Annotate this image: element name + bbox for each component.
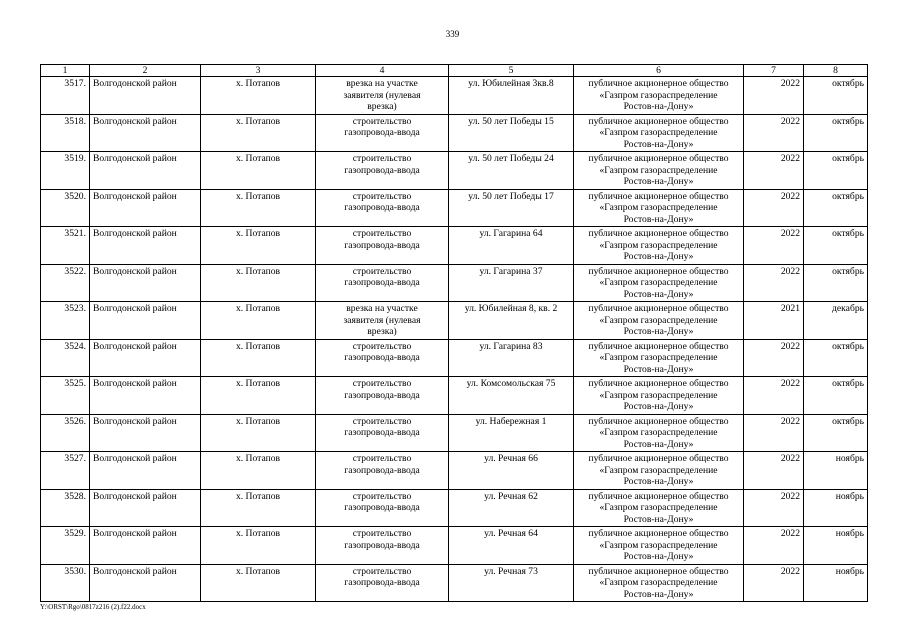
year-cell: 2022 [744, 227, 804, 265]
cell-line: «Газпром газораспределение [599, 577, 718, 588]
column-header: 7 [744, 65, 804, 77]
cell-line: публичное акционерное общество [588, 528, 729, 539]
address-cell: ул. Речная 73 [449, 564, 574, 602]
cell-line: газопровода-ввода [344, 164, 420, 176]
organization-cell [574, 114, 744, 152]
district-cell: Волгодонской район [90, 189, 201, 227]
address-cell: ул. Речная 66 [449, 452, 574, 490]
row-number: 3525. [41, 377, 90, 415]
cell-line: врезка на участке [346, 78, 418, 89]
cell-line: Ростов-на-Дону» [623, 513, 694, 525]
table-row [41, 114, 868, 152]
cell-line: публичное акционерное общество [588, 340, 729, 352]
organization-cell [574, 377, 744, 415]
cell-line: «Газпром газораспределение [599, 389, 718, 401]
cell-line: строительство [352, 153, 412, 164]
cell-line: «Газпром газораспределение [599, 239, 718, 251]
district-cell: Волгодонской район [90, 114, 201, 152]
cell-line: газопровода-ввода [344, 539, 420, 551]
table-row [41, 152, 868, 190]
row-number: 3521. [41, 227, 90, 265]
cell-line: публичное акционерное общество [588, 415, 729, 427]
work-type-cell [316, 489, 449, 527]
organization-cell [574, 564, 744, 602]
work-type-cell [316, 77, 449, 115]
cell-line: газопровода-ввода [344, 502, 420, 513]
village-cell: х. Потапов [201, 377, 316, 415]
cell-line: публичное акционерное общество [588, 78, 729, 89]
district-cell: Волгодонской район [90, 77, 201, 115]
row-number: 3526. [41, 414, 90, 452]
cell-line: газопровода-ввода [344, 202, 420, 213]
row-number: 3529. [41, 527, 90, 565]
cell-line: Ростов-на-Дону» [623, 326, 694, 337]
address-cell: ул. Гагарина 37 [449, 264, 574, 302]
table-row [41, 189, 868, 227]
work-type-cell [316, 152, 449, 190]
month-cell: октябрь [804, 339, 868, 377]
cell-line: строительство [352, 228, 412, 239]
month-cell: октябрь [804, 114, 868, 152]
organization-cell [574, 452, 744, 490]
file-path-footer: Y:\ORST\Rgo\0817z216 (2).f22.docx [40, 603, 146, 611]
table-row [41, 264, 868, 302]
column-header: 8 [804, 65, 868, 77]
cell-line: «Газпром газораспределение [599, 464, 718, 476]
cell-line: Ростов-на-Дону» [623, 101, 694, 112]
table-row [41, 414, 868, 452]
work-type-cell [316, 189, 449, 227]
cell-line: строительство [352, 115, 412, 127]
cell-line: «Газпром газораспределение [599, 89, 718, 101]
cell-line: строительство [352, 565, 412, 577]
organization-cell [574, 264, 744, 302]
address-cell: ул. Речная 62 [449, 489, 574, 527]
village-cell: х. Потапов [201, 564, 316, 602]
address-cell: ул. Комсомольская 75 [449, 377, 574, 415]
address-cell: ул. 50 лет Победы 17 [449, 189, 574, 227]
district-cell: Волгодонской район [90, 339, 201, 377]
row-number: 3527. [41, 452, 90, 490]
cell-line: публичное акционерное общество [588, 565, 729, 577]
district-cell: Волгодонской район [90, 152, 201, 190]
cell-line: строительство [352, 415, 412, 427]
year-cell: 2022 [744, 264, 804, 302]
village-cell: х. Потапов [201, 414, 316, 452]
table-row [41, 77, 868, 115]
registry-table [40, 64, 868, 602]
work-type-cell [316, 452, 449, 490]
row-number: 3524. [41, 339, 90, 377]
month-cell: ноябрь [804, 489, 868, 527]
cell-line: врезка на участке [346, 303, 418, 314]
cell-line: «Газпром газораспределение [599, 164, 718, 176]
cell-line: строительство [352, 340, 412, 352]
cell-line: заявителя (нулевая [343, 314, 421, 326]
year-cell: 2022 [744, 339, 804, 377]
year-cell: 2022 [744, 114, 804, 152]
district-cell: Волгодонской район [90, 302, 201, 340]
cell-line: Ростов-на-Дону» [623, 138, 694, 150]
village-cell: х. Потапов [201, 114, 316, 152]
cell-line: Ростов-на-Дону» [623, 288, 694, 300]
column-header: 2 [90, 65, 201, 77]
organization-cell [574, 414, 744, 452]
cell-line: Ростов-на-Дону» [623, 176, 694, 187]
column-header: 6 [574, 65, 744, 77]
row-number: 3528. [41, 489, 90, 527]
cell-line: «Газпром газораспределение [599, 277, 718, 288]
column-header: 4 [316, 65, 449, 77]
year-cell: 2022 [744, 152, 804, 190]
month-cell: октябрь [804, 227, 868, 265]
cell-line: «Газпром газораспределение [599, 352, 718, 363]
cell-line: газопровода-ввода [344, 277, 420, 288]
cell-line: публичное акционерное общество [588, 228, 729, 239]
cell-line: газопровода-ввода [344, 127, 420, 138]
cell-line: Ростов-на-Дону» [623, 438, 694, 450]
header-row [41, 65, 868, 77]
year-cell: 2022 [744, 489, 804, 527]
address-cell: ул. Юбилейная 8, кв. 2 [449, 302, 574, 340]
table-row [41, 227, 868, 265]
page-number: 339 [445, 29, 460, 39]
district-cell: Волгодонской район [90, 414, 201, 452]
row-number: 3522. [41, 264, 90, 302]
column-header: 3 [201, 65, 316, 77]
cell-line: «Газпром газораспределение [599, 539, 718, 551]
village-cell: х. Потапов [201, 227, 316, 265]
address-cell: ул. Гагарина 64 [449, 227, 574, 265]
cell-line: публичное акционерное общество [588, 115, 729, 127]
organization-cell [574, 152, 744, 190]
district-cell: Волгодонской район [90, 452, 201, 490]
cell-line: «Газпром газораспределение [599, 202, 718, 213]
cell-line: врезка) [367, 326, 397, 337]
district-cell: Волгодонской район [90, 264, 201, 302]
cell-line: «Газпром газораспределение [599, 502, 718, 513]
district-cell: Волгодонской район [90, 377, 201, 415]
row-number: 3520. [41, 189, 90, 227]
cell-line: публичное акционерное общество [588, 490, 729, 502]
month-cell: октябрь [804, 377, 868, 415]
cell-line: газопровода-ввода [344, 577, 420, 588]
cell-line: публичное акционерное общество [588, 378, 729, 389]
table-row [41, 564, 868, 602]
village-cell: х. Потапов [201, 339, 316, 377]
organization-cell [574, 189, 744, 227]
month-cell: октябрь [804, 414, 868, 452]
cell-line: Ростов-на-Дону» [623, 401, 694, 412]
work-type-cell [316, 564, 449, 602]
cell-line: газопровода-ввода [344, 352, 420, 363]
year-cell: 2022 [744, 452, 804, 490]
district-cell: Волгодонской район [90, 527, 201, 565]
table-row [41, 489, 868, 527]
address-cell: ул. Гагарина 83 [449, 339, 574, 377]
month-cell: ноябрь [804, 564, 868, 602]
work-type-cell [316, 302, 449, 340]
cell-line: публичное акционерное общество [588, 153, 729, 164]
village-cell: х. Потапов [201, 527, 316, 565]
month-cell: октябрь [804, 152, 868, 190]
cell-line: публичное акционерное общество [588, 453, 729, 464]
work-type-cell [316, 527, 449, 565]
cell-line: газопровода-ввода [344, 389, 420, 401]
year-cell: 2021 [744, 302, 804, 340]
village-cell: х. Потапов [201, 77, 316, 115]
table-row [41, 527, 868, 565]
cell-line: строительство [352, 190, 412, 202]
work-type-cell [316, 114, 449, 152]
cell-line: Ростов-на-Дону» [623, 588, 694, 600]
cell-line: Ростов-на-Дону» [623, 213, 694, 225]
address-cell: ул. Набережная 1 [449, 414, 574, 452]
year-cell: 2022 [744, 77, 804, 115]
work-type-cell [316, 227, 449, 265]
cell-line: заявителя (нулевая [343, 89, 421, 101]
cell-line: газопровода-ввода [344, 427, 420, 438]
district-cell: Волгодонской район [90, 489, 201, 527]
row-number: 3519. [41, 152, 90, 190]
organization-cell [574, 489, 744, 527]
village-cell: х. Потапов [201, 264, 316, 302]
cell-line: строительство [352, 453, 412, 464]
village-cell: х. Потапов [201, 152, 316, 190]
address-cell: ул. Юбилейная 3кв.8 [449, 77, 574, 115]
organization-cell [574, 302, 744, 340]
cell-line: «Газпром газораспределение [599, 127, 718, 138]
work-type-cell [316, 377, 449, 415]
month-cell: октябрь [804, 77, 868, 115]
row-number: 3518. [41, 114, 90, 152]
table-row [41, 302, 868, 340]
work-type-cell [316, 339, 449, 377]
work-type-cell [316, 414, 449, 452]
cell-line: Ростов-на-Дону» [623, 476, 694, 487]
year-cell: 2022 [744, 527, 804, 565]
month-cell: октябрь [804, 189, 868, 227]
cell-line: газопровода-ввода [344, 239, 420, 251]
organization-cell [574, 527, 744, 565]
table-row [41, 339, 868, 377]
row-number: 3530. [41, 564, 90, 602]
address-cell: ул. Речная 64 [449, 527, 574, 565]
column-header: 1 [41, 65, 90, 77]
cell-line: строительство [352, 490, 412, 502]
cell-line: газопровода-ввода [344, 464, 420, 476]
month-cell: декабрь [804, 302, 868, 340]
cell-line: публичное акционерное общество [588, 265, 729, 277]
cell-line: публичное акционерное общество [588, 303, 729, 314]
row-number: 3517. [41, 77, 90, 115]
cell-line: строительство [352, 378, 412, 389]
district-cell: Волгодонской район [90, 564, 201, 602]
column-header: 5 [449, 65, 574, 77]
cell-line: Ростов-на-Дону» [623, 251, 694, 262]
month-cell: ноябрь [804, 452, 868, 490]
cell-line: строительство [352, 528, 412, 539]
table-row [41, 452, 868, 490]
village-cell: х. Потапов [201, 489, 316, 527]
village-cell: х. Потапов [201, 189, 316, 227]
organization-cell [574, 339, 744, 377]
month-cell: октябрь [804, 264, 868, 302]
cell-line: «Газпром газораспределение [599, 427, 718, 438]
organization-cell [574, 77, 744, 115]
work-type-cell [316, 264, 449, 302]
village-cell: х. Потапов [201, 452, 316, 490]
village-cell: х. Потапов [201, 302, 316, 340]
cell-line: врезка) [367, 101, 397, 112]
cell-line: Ростов-на-Дону» [623, 363, 694, 375]
year-cell: 2022 [744, 414, 804, 452]
year-cell: 2022 [744, 564, 804, 602]
row-number: 3523. [41, 302, 90, 340]
month-cell: ноябрь [804, 527, 868, 565]
cell-line: строительство [352, 265, 412, 277]
cell-line: Ростов-на-Дону» [623, 551, 694, 562]
organization-cell [574, 227, 744, 265]
year-cell: 2022 [744, 189, 804, 227]
year-cell: 2022 [744, 377, 804, 415]
cell-line: публичное акционерное общество [588, 190, 729, 202]
table-body [41, 77, 868, 602]
district-cell: Волгодонской район [90, 227, 201, 265]
cell-line: «Газпром газораспределение [599, 314, 718, 326]
address-cell: ул. 50 лет Победы 24 [449, 152, 574, 190]
table-row [41, 377, 868, 415]
address-cell: ул. 50 лет Победы 15 [449, 114, 574, 152]
